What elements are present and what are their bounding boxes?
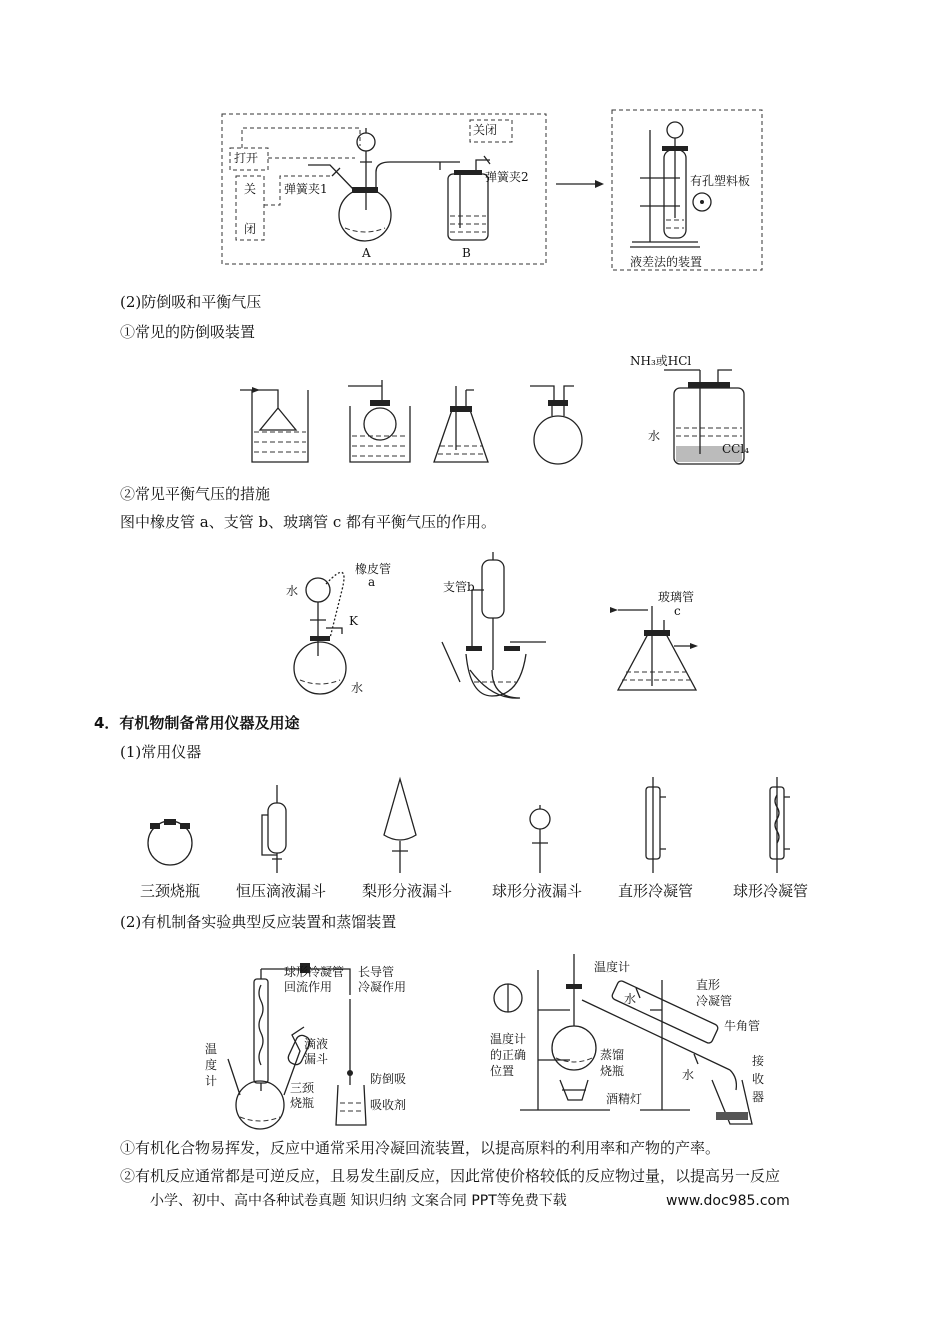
label-longtube-2: 冷凝作用 bbox=[358, 980, 407, 994]
label-straight-2: 冷凝管 bbox=[696, 994, 733, 1008]
subsection-anti-suckback: ①常见的防倒吸装置 bbox=[120, 323, 256, 341]
label-straight-1: 直形 bbox=[696, 978, 721, 992]
label-thermometer: 温度计 bbox=[594, 960, 631, 974]
figure-distillation bbox=[490, 950, 820, 1120]
label-funnel-2: 漏斗 bbox=[304, 1052, 329, 1066]
instrument-label-three-neck: 三颈烧瓶 bbox=[140, 882, 201, 900]
label-hose: 橡皮管 bbox=[355, 562, 392, 576]
label-hose-letter: a bbox=[368, 575, 376, 589]
label-k: K bbox=[349, 614, 358, 628]
subsection-pressure-balance: ②常见平衡气压的措施 bbox=[120, 485, 271, 503]
label-receiver-2: 收 bbox=[752, 1072, 765, 1086]
label-clip2: 弹簧夹2 bbox=[485, 170, 529, 184]
label-correct-1: 温度计 bbox=[490, 1032, 527, 1046]
label-flask3-2: 烧瓶 bbox=[290, 1096, 315, 1110]
label-branch: 支管b bbox=[443, 580, 475, 594]
footer-url[interactable]: www.doc985.com bbox=[666, 1193, 790, 1209]
label-distill-1: 蒸馏 bbox=[600, 1048, 625, 1062]
section-2-title: (2)防倒吸和平衡气压 bbox=[120, 293, 262, 311]
label-correct-3: 位置 bbox=[490, 1064, 515, 1078]
label-close-top: 关闭 bbox=[473, 123, 498, 137]
label-glass-letter: c bbox=[674, 604, 681, 618]
label-water-up: 水 bbox=[624, 992, 637, 1006]
label-distill-2: 烧瓶 bbox=[600, 1064, 625, 1078]
instrument-label-ball-funnel: 球形分液漏斗 bbox=[492, 882, 583, 900]
label-glass: 玻璃管 bbox=[658, 590, 695, 604]
figure-pressure-balance bbox=[270, 550, 710, 700]
label-flask3-1: 三颈 bbox=[290, 1081, 315, 1095]
figure-instruments bbox=[140, 775, 820, 875]
label-plate: 有孔塑料板 bbox=[690, 174, 751, 188]
paragraph-excess: ②有机反应通常都是可逆反应，且易发生副反应，因此常使价格较低的反应物过量，以提高另一反应 bbox=[120, 1167, 781, 1185]
label-temp-2: 度 bbox=[205, 1058, 218, 1072]
label-water-2: 水 bbox=[351, 681, 364, 695]
instrument-label-pressure-funnel: 恒压滴液漏斗 bbox=[236, 882, 327, 900]
label-anti: 防倒吸 bbox=[370, 1072, 407, 1086]
label-temp-1: 温 bbox=[205, 1042, 218, 1056]
label-ccl4: CCl₄ bbox=[722, 442, 750, 456]
label-gas: NH₃或HCl bbox=[630, 354, 692, 368]
instrument-label-straight-condenser: 直形冷凝管 bbox=[618, 882, 694, 900]
footer-text: 小学、初中、高中各种试卷真题 知识归纳 文案合同 PPT等免费下载 bbox=[150, 1193, 567, 1209]
label-water-1: 水 bbox=[286, 584, 299, 598]
section-4-title: 4．有机物制备常用仪器及用途 bbox=[94, 714, 300, 732]
paragraph-reflux: ①有机化合物易挥发，反应中通常采用冷凝回流装置，以提高原料的利用率和产物的产率。 bbox=[120, 1139, 721, 1157]
paragraph-pressure: 图中橡皮管 a、支管 b、玻璃管 c 都有平衡气压的作用。 bbox=[120, 513, 497, 531]
label-receiver-1: 接 bbox=[752, 1054, 765, 1068]
label-correct-2: 的正确 bbox=[490, 1048, 527, 1062]
label-lamp: 酒精灯 bbox=[606, 1092, 643, 1106]
section-4-1: (1)常用仪器 bbox=[120, 743, 202, 761]
label-open: 打开 bbox=[234, 151, 259, 165]
label-water: 水 bbox=[648, 429, 661, 443]
label-temp-3: 计 bbox=[205, 1074, 218, 1088]
label-a: A bbox=[362, 246, 371, 260]
instrument-label-pear-funnel: 梨形分液漏斗 bbox=[362, 882, 453, 900]
label-water-down: 水 bbox=[682, 1068, 695, 1082]
label-funnel-1: 滴液 bbox=[304, 1037, 329, 1051]
instrument-label-ball-condenser: 球形冷凝管 bbox=[733, 882, 809, 900]
label-absorb: 吸收剂 bbox=[370, 1098, 407, 1112]
label-clip1: 弹簧夹1 bbox=[284, 182, 328, 196]
label-reflux-1: 球形冷凝管 bbox=[284, 965, 345, 979]
label-b: B bbox=[462, 246, 471, 260]
label-close-left-1: 关 bbox=[244, 182, 257, 196]
label-reflux-2: 回流作用 bbox=[284, 980, 333, 994]
section-4-2: (2)有机制备实验典型反应装置和蒸馏装置 bbox=[120, 913, 397, 931]
label-close-left-2: 闭 bbox=[244, 222, 257, 236]
caption-liquid-diff: 液差法的装置 bbox=[630, 255, 703, 269]
label-receiver-3: 器 bbox=[752, 1090, 765, 1104]
label-horn: 牛角管 bbox=[724, 1019, 761, 1033]
label-longtube-1: 长导管 bbox=[358, 965, 395, 979]
